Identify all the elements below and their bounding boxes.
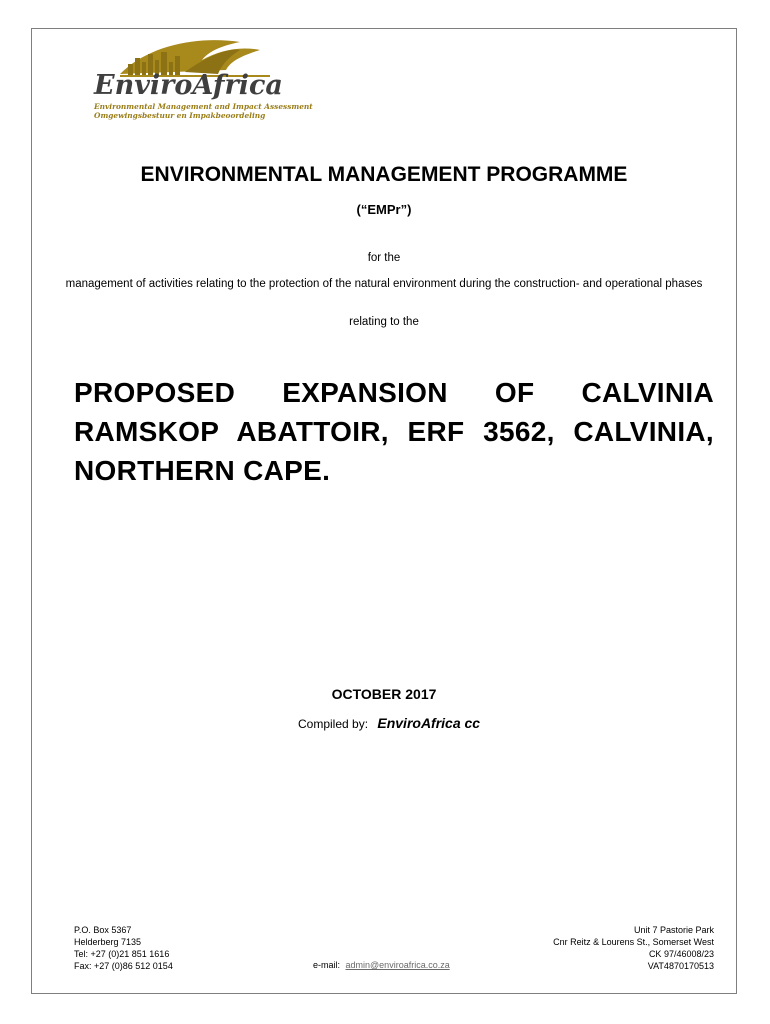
logo-name: EnviroAfrica: [94, 70, 283, 101]
footer-registration: CK 97/46008/23: [648, 949, 714, 959]
footer-physical-address: [553, 924, 714, 972]
project-title: PROPOSED EXPANSION OF CALVINIA RAMSKOP ABATTOIR, ERF 3562, CALVINIA, NORTHERN CAPE.: [74, 377, 714, 486]
footer-fax: Fax: +27 (0)86 512 0154: [74, 961, 173, 971]
footer-email: [313, 960, 450, 970]
footer-email-label: e-mail:: [313, 960, 341, 970]
for-the-text: for the: [367, 252, 401, 264]
footer-email-link[interactable]: admin@enviroafrica.co.za: [345, 960, 450, 970]
logo-tagline-english: Environmental Management and Impact Assessment: [94, 102, 313, 111]
footer-street: Cnr Reitz & Lourens St., Somerset West: [553, 937, 714, 947]
purpose-text: management of activities relating to the protection of the natural environment during the construction- and operational phases: [65, 278, 703, 290]
footer-unit: Unit 7 Pastorie Park: [633, 925, 714, 935]
document-title: ENVIRONMENTAL MANAGEMENT PROGRAMME: [140, 163, 628, 186]
document-date: OCTOBER 2017: [331, 686, 437, 702]
logo-tagline-afrikaans: Omgewingsbestuur en Impakbeoordeling: [94, 111, 266, 120]
footer-telephone: Tel: +27 (0)21 851 1616: [74, 949, 170, 959]
footer-postal-code: Helderberg 7135: [74, 937, 142, 947]
relating-to-text: relating to the: [349, 316, 419, 328]
footer-postal-contact: [74, 924, 173, 972]
document-abbreviation: (“EMPr”): [356, 202, 412, 217]
footer-po-box: P.O. Box 5367: [74, 925, 132, 935]
compiled-by-label: Compiled by:: [298, 717, 369, 731]
compiled-by: [298, 715, 480, 731]
compiled-by-company: EnviroAfrica cc: [377, 715, 481, 731]
footer-vat: VAT4870170513: [647, 961, 714, 971]
enviroafrica-logo: [90, 34, 330, 124]
